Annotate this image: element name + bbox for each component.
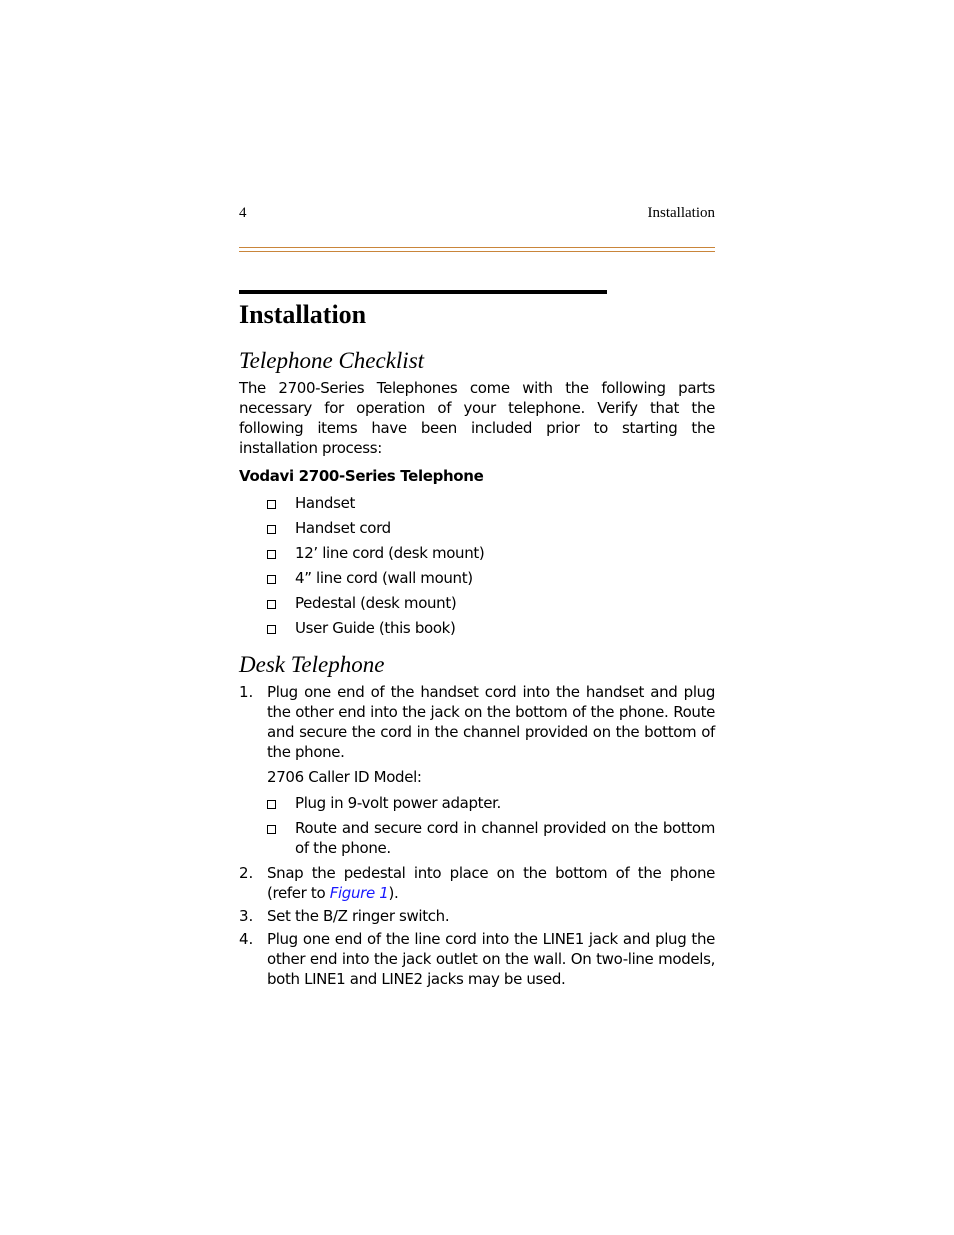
checklist-subheading: Vodavi 2700-Series Telephone [239,467,484,485]
checkbox-icon [267,625,276,634]
step-text [267,863,715,903]
list-item [239,618,715,638]
sub-item [267,793,715,813]
list-item-label: Handset [295,494,355,512]
list-item [239,593,715,613]
checklist-items [239,493,715,638]
checkbox-icon [267,500,276,509]
model-sub-items [267,793,715,858]
title-bar [239,290,607,294]
step-text-before: Snap the pedestal into place on the bottom of the phone (refer to [267,864,715,902]
checkbox-icon [267,800,276,809]
list-item [239,493,715,513]
checkbox-icon [267,575,276,584]
running-title: Installation [647,205,715,221]
page-number: 4 [239,205,247,221]
header-rule-bottom [239,251,715,252]
step-number: 1. [239,683,254,701]
list-item-label: 12’ line cord (desk mount) [295,544,485,562]
model-label: 2706 Caller ID Model: [267,768,422,786]
sub-item [267,818,715,858]
desk-section [239,650,715,989]
checkbox-icon [267,825,276,834]
step-number: 4. [239,930,254,948]
page-title: Installation [239,300,367,329]
header-rule-top [239,247,715,248]
step-item [239,906,715,926]
step-text: Plug one end of the handset cord into the handset and plug the other end into the jack on the bottom of the phone. Route and secure the cord in the channel provided on the bottom of the phone. [267,683,715,761]
checklist-intro: The 2700-Series Telephones come with the following parts necessary for operation of your telephone. Verify that the following items have been included prior to starting the installation process: [239,379,715,457]
page-content [239,298,715,992]
checkbox-icon [267,600,276,609]
step-item [239,929,715,989]
step-text: Plug one end of the line cord into the LINE1 jack and plug the other end into the jack outlet on the wall. On two-line models, both LINE1 and LINE2 jacks may be used. [267,930,715,988]
list-item-label: User Guide (this book) [295,619,456,637]
figure-link[interactable]: Figure 1 [329,884,389,902]
step-number: 3. [239,907,254,925]
list-item-label: Pedestal (desk mount) [295,594,457,612]
list-item [239,518,715,538]
desk-heading: Desk Telephone [239,652,385,677]
checkbox-icon [267,525,276,534]
sub-item-label: Plug in 9-volt power adapter. [295,794,501,812]
step-item [239,863,715,903]
list-item-label: 4” line cord (wall mount) [295,569,473,587]
step-text-after: ). [388,884,399,902]
list-item [239,568,715,588]
desk-steps [239,682,715,989]
step-number: 2. [239,864,254,882]
step-text: Set the B/Z ringer switch. [267,907,450,925]
checklist-section [239,346,715,638]
checkbox-icon [267,550,276,559]
step-item [239,682,715,858]
list-item [239,543,715,563]
list-item-label: Handset cord [295,519,391,537]
checklist-heading: Telephone Checklist [239,348,425,373]
sub-item-label: Route and secure cord in channel provided on the bottom of the phone. [295,819,715,857]
